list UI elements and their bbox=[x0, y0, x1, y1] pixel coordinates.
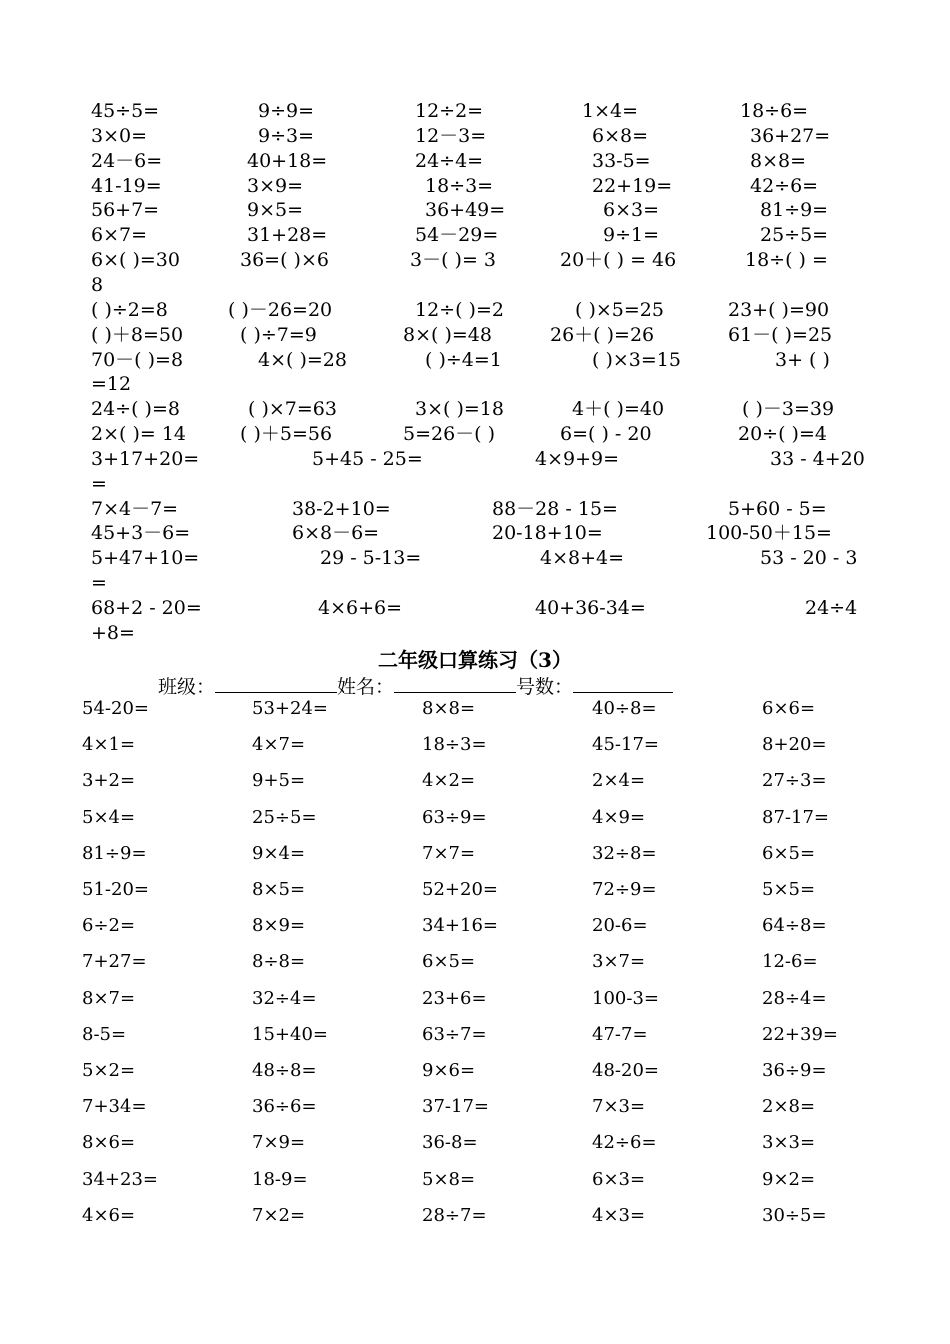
exercise-item: 40+18= bbox=[247, 149, 328, 172]
grid-exercise-item: 8×7= bbox=[82, 987, 136, 1009]
exercise-item: 70－( )=8 bbox=[91, 348, 184, 371]
exercise-item: 1×4= bbox=[582, 100, 639, 122]
exercise-item: 6×8= bbox=[592, 124, 649, 147]
exercise-item: 24÷4= bbox=[415, 149, 484, 172]
exercise-item: ( )×5=25 bbox=[575, 298, 664, 321]
exercise-item: 36=( )×6 bbox=[240, 249, 329, 272]
grid-exercise-item: 64÷8= bbox=[762, 915, 827, 937]
exercise-item: 33-5= bbox=[592, 149, 651, 172]
grid-exercise-item: 9×6= bbox=[422, 1060, 476, 1081]
grid-exercise-item: 48÷8= bbox=[252, 1060, 317, 1081]
exercise-item: 88－28 - 15= bbox=[492, 497, 618, 520]
exercise-item: 12÷( )=2 bbox=[415, 298, 504, 321]
grid-exercise-item: 36-8= bbox=[422, 1132, 478, 1154]
grid-exercise-item: 4×1= bbox=[82, 734, 136, 756]
grid-exercise-item: 5×2= bbox=[82, 1060, 136, 1081]
exercise-item: 8×( )=48 bbox=[403, 323, 492, 346]
exercise-item: 6×( )=30 bbox=[91, 249, 180, 272]
grid-exercise-item: 48-20= bbox=[592, 1060, 659, 1081]
grid-exercise-item: 20-6= bbox=[592, 915, 648, 937]
grid-exercise-item: 100-3= bbox=[592, 987, 659, 1009]
class-blank[interactable] bbox=[215, 674, 337, 693]
exercise-item: 9÷3= bbox=[258, 124, 315, 147]
exercise-item: 100-50＋15= bbox=[706, 522, 832, 545]
grid-exercise-item: 5×5= bbox=[762, 879, 816, 900]
exercise-item: 9÷1= bbox=[603, 224, 660, 247]
grid-exercise-item: 8÷8= bbox=[252, 951, 306, 973]
grid-exercise-item: 8×9= bbox=[252, 915, 306, 937]
exercise-item: ( )÷2=8 bbox=[91, 298, 168, 321]
grid-exercise-item: 34+16= bbox=[422, 915, 498, 937]
exercise-item: 40+36-34= bbox=[535, 597, 646, 619]
grid-exercise-item: 8×8= bbox=[422, 698, 476, 719]
exercise-item: ( )÷4=1 bbox=[425, 348, 502, 371]
exercise-item: 54－29= bbox=[415, 224, 499, 247]
grid-exercise-item: 8+20= bbox=[762, 734, 827, 756]
grid-exercise-item: 40÷8= bbox=[592, 698, 657, 719]
exercise-item: 20＋( ) = 46 bbox=[560, 249, 677, 272]
exercise-item: 24－6= bbox=[91, 149, 163, 172]
exercise-item: 18÷( ) = bbox=[745, 249, 828, 272]
exercise-item: 4×( )=28 bbox=[258, 348, 347, 371]
exercise-item: 18÷6= bbox=[740, 100, 809, 122]
exercise-item: +8= bbox=[91, 621, 135, 644]
exercise-item: 4×8+4= bbox=[540, 547, 625, 570]
grid-exercise-item: 9×2= bbox=[762, 1168, 816, 1190]
grid-exercise-item: 63÷9= bbox=[422, 806, 487, 828]
grid-exercise-item: 87-17= bbox=[762, 806, 829, 828]
exercise-item: ( )－26=20 bbox=[228, 298, 333, 321]
grid-exercise-item: 30÷5= bbox=[762, 1204, 827, 1226]
exercise-item: ( )×7=63 bbox=[248, 398, 337, 421]
grid-exercise-item: 12-6= bbox=[762, 951, 818, 973]
grid-exercise-item: 4×9= bbox=[592, 806, 646, 828]
exercise-item: 45÷5= bbox=[91, 100, 160, 122]
exercise-item: 3×9= bbox=[247, 174, 304, 197]
grid-exercise-item: 7×7= bbox=[422, 842, 476, 864]
exercise-item: 12÷2= bbox=[415, 100, 484, 122]
exercise-item: 3×0= bbox=[91, 124, 148, 147]
exercise-item: 6=( ) - 20 bbox=[560, 423, 652, 446]
grid-exercise-item: 8×5= bbox=[252, 879, 306, 900]
exercise-item: 24÷( )=8 bbox=[91, 398, 180, 421]
grid-exercise-item: 6×5= bbox=[422, 951, 476, 973]
grid-exercise-item: 8-5= bbox=[82, 1023, 127, 1045]
grid-exercise-item: 5×8= bbox=[422, 1168, 476, 1190]
grid-exercise-item: 2×8= bbox=[762, 1096, 816, 1118]
exercise-item: 12－3= bbox=[415, 124, 487, 147]
grid-exercise-item: 6×3= bbox=[592, 1168, 646, 1190]
exercise-item: 42÷6= bbox=[750, 174, 819, 197]
class-label: 班级： bbox=[158, 676, 216, 698]
grid-exercise-item: 23+6= bbox=[422, 987, 487, 1009]
grid-exercise-item: 54-20= bbox=[82, 698, 149, 719]
exercise-item: 8 bbox=[91, 273, 104, 296]
grid-exercise-item: 6÷2= bbox=[82, 915, 136, 937]
exercise-item: 81÷9= bbox=[760, 199, 829, 222]
grid-exercise-item: 4×7= bbox=[252, 734, 306, 756]
exercise-item: 25÷5= bbox=[760, 224, 829, 247]
exercise-item: 4×6+6= bbox=[318, 597, 403, 619]
grid-exercise-item: 7×9= bbox=[252, 1132, 306, 1154]
grid-exercise-item: 5×4= bbox=[82, 806, 136, 828]
exercise-item: ( )－3=39 bbox=[742, 398, 835, 421]
grid-exercise-item: 51-20= bbox=[82, 879, 149, 900]
exercise-item: 3+ ( ) bbox=[775, 348, 830, 371]
exercise-item: 53 - 20 - 3 bbox=[760, 547, 858, 570]
grid-exercise-item: 81÷9= bbox=[82, 842, 147, 864]
grid-exercise-item: 4×2= bbox=[422, 770, 476, 792]
exercise-item: 8×8= bbox=[750, 149, 807, 172]
exercise-item: 5+60 - 5= bbox=[728, 497, 827, 520]
exercise-item: 3－( )= 3 bbox=[410, 249, 497, 272]
grid-exercise-item: 15+40= bbox=[252, 1023, 328, 1045]
exercise-item: 20-18+10= bbox=[492, 522, 603, 545]
name-label: 姓名： bbox=[337, 676, 395, 698]
exercise-item: 2×( )= 14 bbox=[91, 423, 187, 446]
grid-exercise-item: 6×5= bbox=[762, 842, 816, 864]
grid-exercise-item: 7×2= bbox=[252, 1204, 306, 1226]
grid-exercise-item: 72÷9= bbox=[592, 879, 657, 900]
exercise-item: 23+( )=90 bbox=[728, 298, 830, 321]
grid-exercise-item: 63÷7= bbox=[422, 1023, 487, 1045]
grid-exercise-item: 4×3= bbox=[592, 1204, 646, 1226]
grid-exercise-item: 36÷6= bbox=[252, 1096, 317, 1118]
exercise-item: 20÷( )=4 bbox=[738, 423, 827, 446]
grid-exercise-item: 4×6= bbox=[82, 1204, 136, 1226]
exercise-item: 22+19= bbox=[592, 174, 673, 197]
exercise-item: 41-19= bbox=[91, 174, 162, 197]
grid-exercise-item: 2×4= bbox=[592, 770, 646, 792]
exercise-item: 29 - 5-13= bbox=[320, 547, 422, 570]
number-blank[interactable] bbox=[573, 674, 673, 693]
exercise-item: ( )÷7=9 bbox=[240, 323, 317, 346]
exercise-item: 26＋( )=26 bbox=[550, 323, 655, 346]
exercise-item: 56+7= bbox=[91, 199, 160, 222]
exercise-item: 18÷3= bbox=[425, 174, 494, 197]
exercise-item: 5+45 - 25= bbox=[312, 447, 423, 470]
grid-exercise-item: 18-9= bbox=[252, 1168, 308, 1190]
grid-exercise-item: 8×6= bbox=[82, 1132, 136, 1154]
grid-exercise-item: 47-7= bbox=[592, 1023, 648, 1045]
grid-exercise-item: 45-17= bbox=[592, 734, 659, 756]
grid-exercise-item: 52+20= bbox=[422, 879, 498, 900]
grid-exercise-item: 37-17= bbox=[422, 1096, 489, 1118]
exercise-item: 24÷4 bbox=[805, 597, 858, 619]
grid-exercise-item: 7+27= bbox=[82, 951, 147, 973]
exercise-item: 38-2+10= bbox=[292, 497, 391, 520]
exercise-item: 6×3= bbox=[603, 199, 660, 222]
exercise-item: 36+27= bbox=[750, 124, 831, 147]
exercise-item: ( )×3=15 bbox=[592, 348, 681, 371]
grid-exercise-item: 6×6= bbox=[762, 698, 816, 719]
exercise-item: 68+2 - 20= bbox=[91, 597, 202, 619]
grid-exercise-item: 3×3= bbox=[762, 1132, 816, 1154]
grid-exercise-item: 9×4= bbox=[252, 842, 306, 864]
exercise-item: 6×7= bbox=[91, 224, 148, 247]
name-blank[interactable] bbox=[394, 674, 516, 693]
exercise-item: 9×5= bbox=[247, 199, 304, 222]
grid-exercise-item: 3×7= bbox=[592, 951, 646, 973]
exercise-item: ( )＋5=56 bbox=[240, 423, 333, 446]
exercise-item: 6×8－6= bbox=[292, 522, 380, 545]
grid-exercise-item: 32÷4= bbox=[252, 987, 317, 1009]
exercise-item: 33 - 4+20 bbox=[770, 447, 865, 470]
grid-exercise-item: 3+2= bbox=[82, 770, 136, 792]
exercise-item: =12 bbox=[91, 373, 132, 396]
exercise-item: = bbox=[91, 572, 107, 595]
grid-exercise-item: 9+5= bbox=[252, 770, 306, 792]
exercise-item: 5=26－( ) bbox=[403, 423, 496, 446]
exercise-item: 36+49= bbox=[425, 199, 506, 222]
exercise-item: 4＋( )=40 bbox=[572, 398, 665, 421]
exercise-item: 3+17+20= bbox=[91, 447, 200, 470]
exercise-item: 31+28= bbox=[247, 224, 328, 247]
exercise-item: 61－( )=25 bbox=[728, 323, 833, 346]
grid-exercise-item: 53+24= bbox=[252, 698, 328, 719]
exercise-item: 3×( )=18 bbox=[415, 398, 504, 421]
grid-exercise-item: 28÷4= bbox=[762, 987, 827, 1009]
worksheet-title: 二年级口算练习（3） bbox=[378, 648, 572, 672]
grid-exercise-item: 25÷5= bbox=[252, 806, 317, 828]
grid-exercise-item: 7+34= bbox=[82, 1096, 147, 1118]
exercise-item: ( )＋8=50 bbox=[91, 323, 184, 346]
grid-exercise-item: 28÷7= bbox=[422, 1204, 487, 1226]
grid-exercise-item: 7×3= bbox=[592, 1096, 646, 1118]
grid-exercise-item: 32÷8= bbox=[592, 842, 657, 864]
grid-exercise-item: 42÷6= bbox=[592, 1132, 657, 1154]
grid-exercise-item: 22+39= bbox=[762, 1023, 838, 1045]
exercise-item: 9÷9= bbox=[258, 100, 315, 122]
exercise-item: 4×9+9= bbox=[535, 447, 620, 470]
exercise-item: 7×4－7= bbox=[91, 497, 179, 520]
exercise-item: = bbox=[91, 472, 107, 495]
grid-exercise-item: 34+23= bbox=[82, 1168, 158, 1190]
exercise-item: 45+3－6= bbox=[91, 522, 191, 545]
grid-exercise-item: 27÷3= bbox=[762, 770, 827, 792]
grid-exercise-item: 18÷3= bbox=[422, 734, 487, 756]
grid-exercise-item: 36÷9= bbox=[762, 1060, 827, 1081]
number-label: 号数： bbox=[516, 676, 574, 698]
exercise-item: 5+47+10= bbox=[91, 547, 200, 570]
